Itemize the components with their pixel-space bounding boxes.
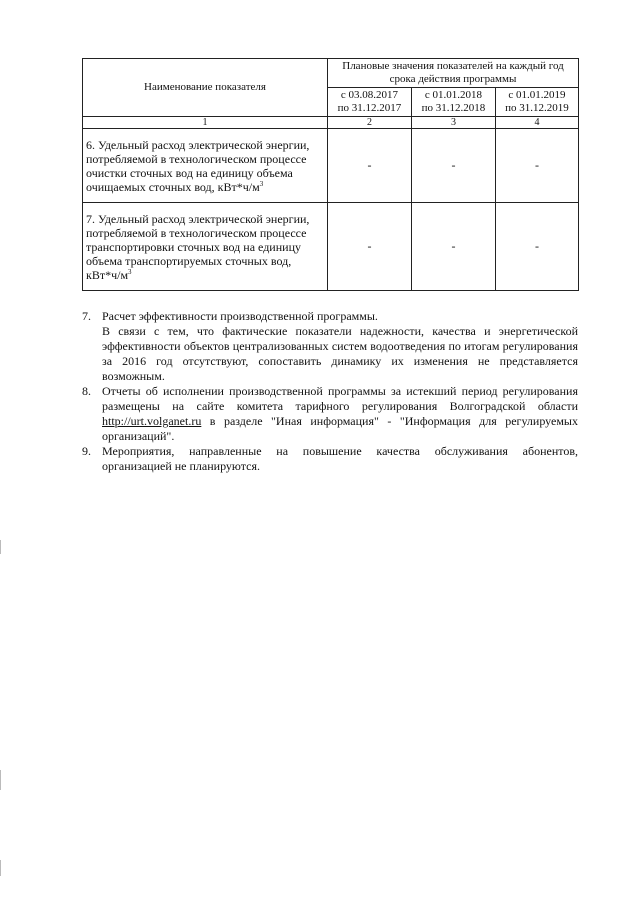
item-number: 7. bbox=[82, 309, 91, 323]
planned-value: - bbox=[328, 129, 412, 203]
period-header bbox=[328, 88, 412, 117]
list-item bbox=[82, 444, 578, 474]
column-number-row bbox=[83, 117, 579, 129]
period-start: с 01.01.2018 bbox=[424, 89, 483, 101]
table-row bbox=[83, 203, 579, 291]
website-link[interactable]: http://urt.volganet.ru bbox=[102, 414, 202, 428]
column-number: 4 bbox=[496, 117, 579, 129]
planned-values-header: Плановые значения показателей на каждый год срока действия программы bbox=[328, 59, 579, 88]
planned-value: - bbox=[496, 129, 579, 203]
list-item bbox=[82, 309, 578, 384]
item-number: 8. bbox=[82, 384, 91, 398]
indicators-table bbox=[82, 58, 579, 291]
planned-value: - bbox=[412, 203, 496, 291]
period-start: с 03.08.2017 bbox=[340, 89, 399, 101]
item-text: В связи с тем, что фактические показатели надежности, качества и энергетической эффективности объектов централизованных систем водоотведения по итогам регулирования за 2016 год отсутствуют, сопоставить динамику их изменения не представляется возможным. bbox=[102, 324, 578, 383]
table-row bbox=[83, 129, 579, 203]
list-item bbox=[82, 384, 578, 444]
column-number: 3 bbox=[412, 117, 496, 129]
scan-edge-mark bbox=[0, 860, 1, 876]
planned-value: - bbox=[496, 203, 579, 291]
indicator-name: 6. Удельный расход электрической энергии, потребляемой в технологическом процессе очистки сточных вод на единицу объема очищаемых сточных вод, $кВт*ч/м^3$ bbox=[83, 129, 328, 203]
indicator-name: 7. Удельный расход электрической энергии, потребляемой в технологическом процессе транспортировки сточных вод на единицу объема транспортируемых сточных вод, $кВт*ч/м^3$ bbox=[83, 203, 328, 291]
scan-edge-mark bbox=[0, 540, 1, 554]
period-header bbox=[412, 88, 496, 117]
item-text: Отчеты об исполнении производственной программы за истекший период регулирования размещены на сайте комитета тарифного регулирования Волгоградской области http://urt.volganet.ru в разделе "Иная информация" - "Информация для регулируемых организаций". bbox=[102, 384, 578, 443]
period-header bbox=[496, 88, 579, 117]
period-end: по 31.12.2019 bbox=[505, 102, 569, 114]
column-number: 2 bbox=[328, 117, 412, 129]
period-end: по 31.12.2017 bbox=[337, 102, 402, 114]
planned-value: - bbox=[412, 129, 496, 203]
column-number: 1 bbox=[83, 117, 328, 129]
item-text: Мероприятия, направленные на повышение качества обслуживания абонентов, организацией не планируются. bbox=[102, 444, 578, 473]
planned-value: - bbox=[328, 203, 412, 291]
item-title: Расчет эффективности производственной программы. bbox=[102, 309, 378, 323]
numbered-items bbox=[82, 309, 578, 474]
period-end: по 31.12.2018 bbox=[421, 102, 486, 114]
period-start: с 01.01.2019 bbox=[508, 89, 566, 101]
scan-edge-mark bbox=[0, 770, 1, 790]
indicator-name-header: Наименование показателя bbox=[83, 59, 328, 117]
item-number: 9. bbox=[82, 444, 91, 458]
